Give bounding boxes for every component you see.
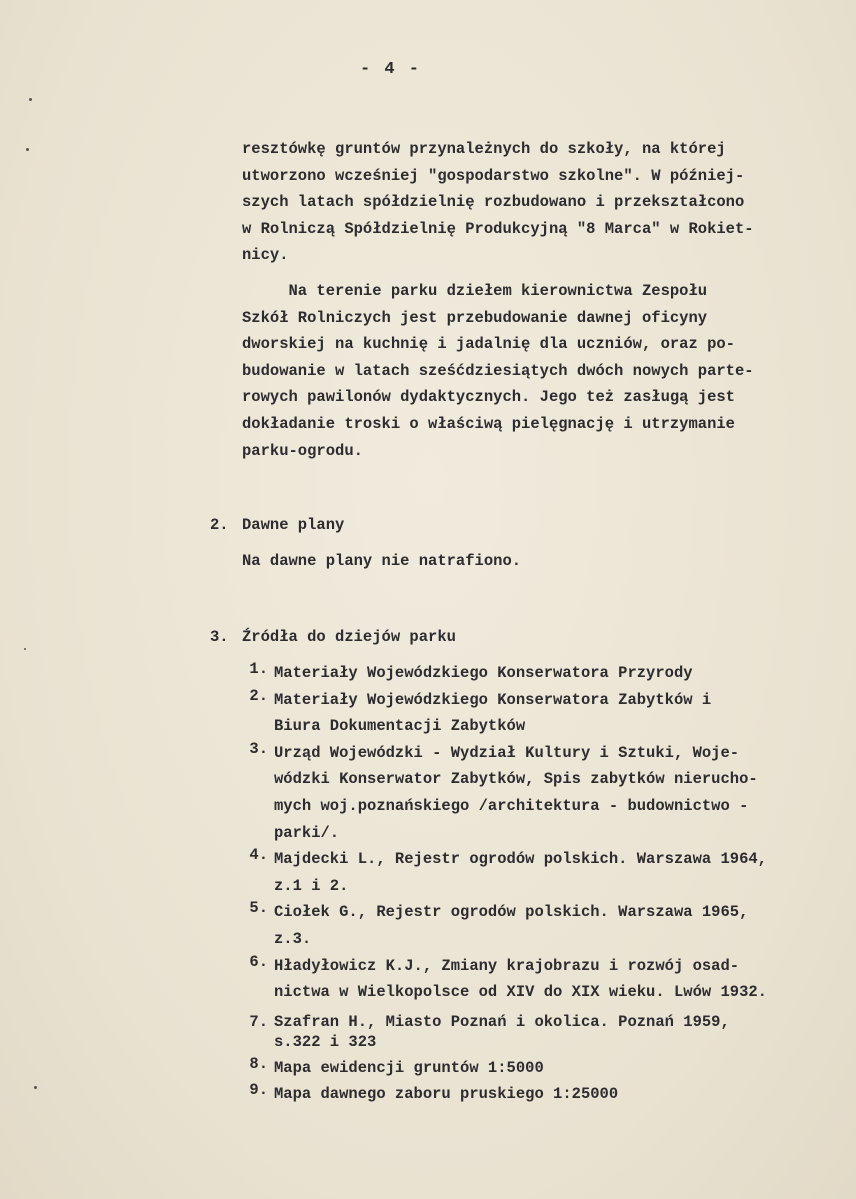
section-2-heading — [210, 512, 810, 538]
text-line: w Rolniczą Spółdzielnię Produkcyjną "8 Marca" w Rokiet- — [242, 219, 754, 238]
section-title: Dawne plany — [242, 516, 345, 534]
text-line: nicy. — [242, 246, 289, 265]
section-3-heading — [210, 624, 810, 650]
section-title: Źródła do dziejów parku — [242, 628, 456, 646]
text-line: resztówkę gruntów przynależnych do szkoły, na której — [242, 140, 726, 158]
text-line: s.322 i 323 — [274, 1032, 377, 1051]
list-item — [242, 953, 842, 1006]
text-line: Mapa dawnego zaboru pruskiego 1:25000 — [274, 1085, 619, 1104]
text-line: Mapa ewidencji gruntów 1:5000 — [274, 1058, 544, 1077]
list-item — [242, 846, 842, 899]
item-number: 1. — [249, 660, 268, 678]
text-line: Urząd Wojewódzki - Wydział Kultury i Sztuki, Woje- — [274, 743, 740, 762]
item-number: 2. — [249, 686, 268, 705]
text-line: Majdecki L., Rejestr ogrodów polskich. Warszawa 1964, — [274, 850, 767, 869]
list-item — [242, 687, 842, 740]
text-line: Materiały Wojewódzkiego Konserwatora Zabytków i — [274, 690, 712, 709]
text-line: dokładanie troski o właściwą pielęgnację i utrzymanie — [242, 414, 735, 433]
page-number: - 4 - — [360, 60, 422, 79]
item-number: 7. — [249, 1012, 268, 1031]
text-line: parki/. — [274, 823, 340, 842]
item-number: 4. — [249, 846, 268, 865]
text-line: Biura Dokumentacji Zabytków — [274, 717, 526, 736]
text-line: parku-ogrodu. — [242, 441, 363, 460]
text-line: nictwa w Wielkopolsce od XIV do XIX wieku. Lwów 1932. — [274, 983, 767, 1002]
section-2-text: Na dawne plany nie natrafiono. — [242, 552, 522, 570]
park-paragraph — [242, 278, 842, 464]
section-number: 3. — [210, 628, 229, 646]
text-line: szych latach spółdzielnię rozbudowano i przekształcono — [242, 193, 745, 212]
text-line: utworzono wcześniej "gospodarstwo szkolne". W później- — [242, 166, 745, 185]
margin-speck — [29, 98, 32, 101]
item-number: 9. — [249, 1081, 268, 1100]
list-item — [242, 899, 842, 952]
item-number: 5. — [249, 899, 268, 918]
list-item — [242, 660, 842, 687]
list-item — [242, 1081, 842, 1108]
item-number: 6. — [249, 952, 268, 971]
text-line: wódzki Konserwator Zabytków, Spis zabytków nierucho- — [274, 770, 758, 789]
text-line: rowych pawilonów dydaktycznych. Jego też zasługą jest — [242, 388, 735, 407]
text-line: Na terenie parku dziełem kierownictwa Zespołu — [242, 282, 708, 300]
text-line: Szkół Rolniczych jest przebudowanie dawnej oficyny — [242, 308, 708, 327]
margin-speck — [34, 1086, 37, 1089]
intro-paragraph — [242, 136, 842, 269]
list-item — [242, 1012, 842, 1052]
list-item — [242, 1055, 842, 1082]
text-line: Materiały Wojewódzkiego Konserwatora Przyrody — [274, 664, 693, 682]
text-line: Ciołek G., Rejestr ogrodów polskich. Warszawa 1965, — [274, 903, 749, 922]
item-number: 3. — [249, 739, 268, 758]
text-line: budowanie w latach sześćdziesiątych dwóch nowych parte- — [242, 361, 754, 380]
section-number: 2. — [210, 516, 229, 534]
sources-list — [242, 660, 842, 1108]
text-line: z.3. — [274, 929, 312, 948]
text-line: dworskiej na kuchnię i jadalnię dla uczniów, oraz po- — [242, 335, 735, 354]
margin-speck — [26, 148, 29, 151]
text-line: z.1 i 2. — [274, 876, 349, 895]
text-line: mych woj.poznańskiego /architektura - budownictwo - — [274, 796, 749, 815]
item-number: 8. — [249, 1054, 268, 1073]
list-item — [242, 740, 842, 846]
text-line: Hładyłowicz K.J., Zmiany krajobrazu i rozwój osad- — [274, 956, 740, 975]
text-line: Szafran H., Miasto Poznań i okolica. Poznań 1959, — [274, 1012, 730, 1031]
margin-speck — [24, 648, 26, 650]
